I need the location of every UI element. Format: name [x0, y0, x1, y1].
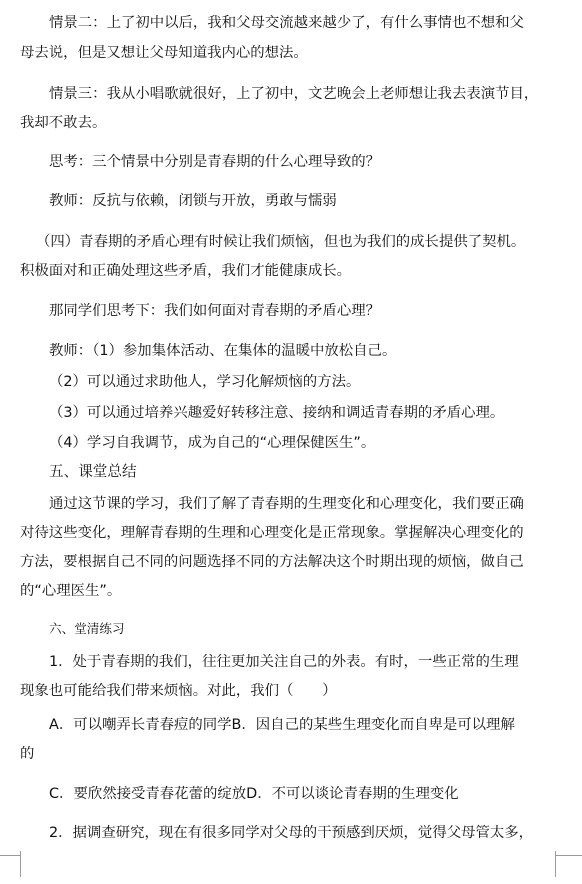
text-line: 那同学们思考下：我们如何面对青春期的矛盾心理？ — [49, 303, 380, 319]
text-line: 对待这些变化，理解青春期的生理和心理变化是正常现象。掌握解决心理变化的 — [20, 525, 524, 541]
text-line: 积极面对和正确处理这些矛盾，我们才能健康成长。 — [20, 263, 351, 279]
text-line: （四）青春期的矛盾心理有时候让我们烦恼，但也为我们的成长提供了契机。 — [36, 234, 526, 250]
page-corner-mark-left — [20, 851, 21, 877]
text-line: 情景三：我从小唱歌就很好，上了初中，文艺晚会上老师想让我去表演节目， — [49, 86, 539, 102]
section-heading: 五、课堂总结 — [49, 463, 137, 480]
text-line: 现象也可能给我们带来烦恼。对此，我们（ ） — [20, 683, 337, 699]
text-line: 1．处于青春期的我们，往往更加关注自己的外表。有时，一些正常的生理 — [49, 654, 519, 670]
text-line: 我却不敢去。 — [20, 115, 107, 131]
page-corner-mark-left — [0, 855, 20, 856]
text-line: 思考：三个情景中分别是青春期的什么心理导致的？ — [49, 154, 380, 170]
text-line: 2．据调查研究，现在有很多同学对父母的干预感到厌烦，觉得父母管太多， — [49, 825, 534, 841]
text-line: 的 — [20, 746, 35, 762]
text-line: A．可以嘲弄长青春痘的同学B．因自己的某些生理变化而自卑是可以理解 — [49, 717, 515, 733]
section-heading: 六、堂清练习 — [49, 621, 125, 636]
page-corner-mark-right — [556, 855, 582, 856]
text-line: 教师：（1）参加集体活动、在集体的温暖中放松自己。 — [49, 343, 397, 359]
text-line: （2）可以通过求助他人，学习化解烦恼的方法。 — [49, 374, 361, 390]
text-line: 的“心理医生”。 — [20, 583, 122, 599]
text-line: 通过这节课的学习，我们了解了青春期的生理变化和心理变化，我们要正确 — [49, 496, 524, 512]
text-line: C．要欣然接受青春花蕾的绽放D．不可以谈论青春期的生理变化 — [49, 786, 459, 802]
text-line: 方法，要根据自己不同的问题选择不同的方法解决这个时期出现的烦恼，做自己 — [20, 554, 524, 570]
text-line: （4）学习自我调节，成为自己的“心理保健医生”。 — [49, 435, 376, 451]
text-line: （3）可以通过培养兴趣爱好转移注意、接纳和调适青春期的矛盾心理。 — [49, 405, 505, 421]
text-line: 母去说，但是又想让父母知道我内心的想法。 — [20, 45, 308, 61]
text-line: 教师：反抗与依赖，闭锁与开放，勇敢与懦弱 — [49, 193, 337, 209]
text-line: 情景二：上了初中以后，我和父母交流越来越少了，有什么事情也不想和父 — [49, 15, 524, 31]
